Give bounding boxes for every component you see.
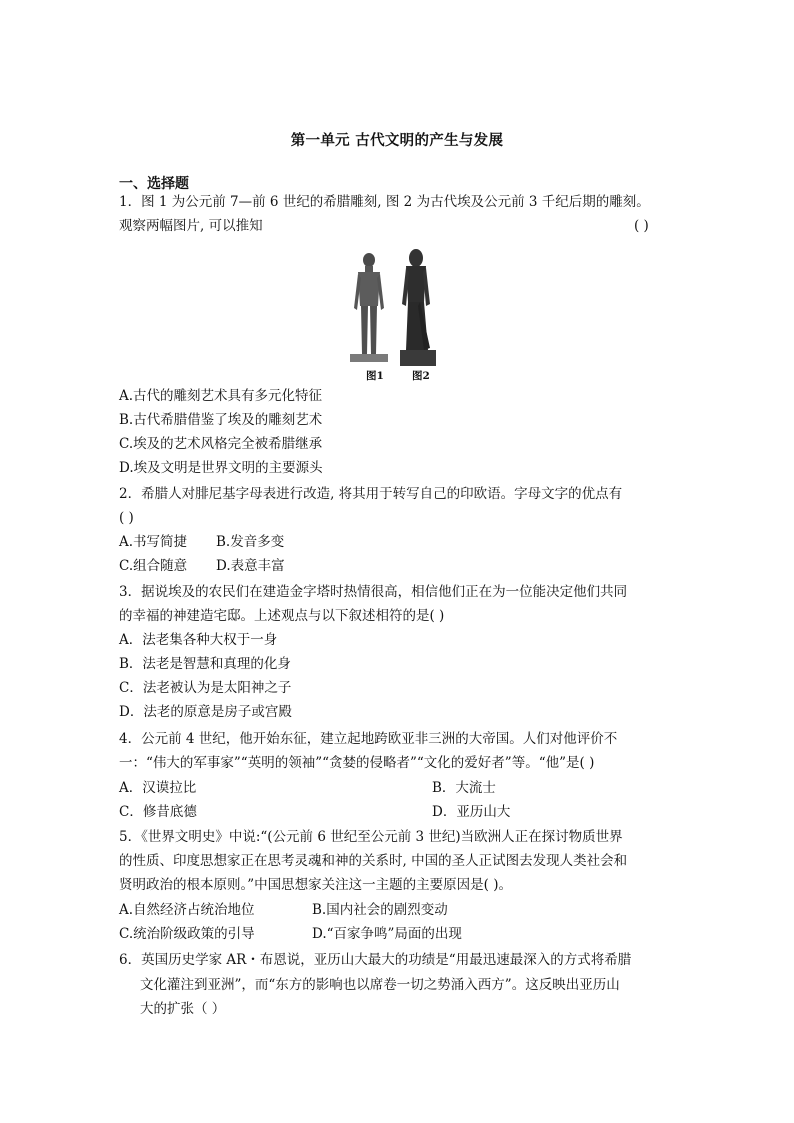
q5-option-b[interactable]: B.国内社会的剧烈变动	[312, 902, 448, 918]
page-title: 第一单元 古代文明的产生与发展	[290, 132, 504, 149]
egyptian-statue-figure	[400, 249, 436, 366]
q6-line3: 大的扩张（ ）	[140, 1001, 226, 1017]
q1-line2: 观察两幅图片, 可以推知	[119, 218, 263, 234]
q2-option-d[interactable]: D.表意丰富	[216, 558, 285, 574]
q4-option-a[interactable]: A．汉谟拉比	[119, 780, 197, 796]
q6-line1: 6．英国历史学家 AR・布恩说，亚历山大最大的功绩是“用最迅速最深入的方式将希腊	[119, 952, 632, 968]
q4-line2: 一：“伟大的军事家”“英明的领袖”“贪婪的侵略者”“文化的爱好者”等。“他”是( )	[119, 755, 595, 771]
q1-option-d[interactable]: D.埃及文明是世界文明的主要源头	[119, 460, 323, 476]
section-heading: 一、选择题	[119, 176, 189, 192]
q5-option-a[interactable]: A.自然经济占统治地位	[119, 902, 255, 918]
q2-option-c[interactable]: C.组合随意	[119, 558, 188, 574]
q5-line3: 贤明政治的根本原则。”中国思想家关注这一主题的主要原因是( )。	[119, 877, 512, 893]
q2-line1: 2．希腊人对腓尼基字母表进行改造, 将其用于转写自己的印欧语。字母文字的优点有	[119, 486, 623, 502]
q3-option-b[interactable]: B．法老是智慧和真理的化身	[119, 656, 291, 672]
greek-statue-figure	[350, 253, 388, 362]
q3-option-a[interactable]: A．法老集各种大权于一身	[119, 632, 278, 648]
q1-option-b[interactable]: B.古代希腊借鉴了埃及的雕刻艺术	[119, 412, 323, 428]
q5-option-c[interactable]: C.统治阶级政策的引导	[119, 926, 255, 942]
q4-line1: 4．公元前 4 世纪，他开始东征，建立起地跨欧亚非三洲的大帝国。人们对他评价不	[119, 731, 618, 747]
q4-option-c[interactable]: C．修昔底德	[119, 804, 197, 820]
q3-option-d[interactable]: D．法老的原意是房子或宫殿	[119, 704, 292, 720]
q4-option-d[interactable]: D．亚历山大	[432, 804, 511, 820]
q5-line2: 的性质、印度思想家正在思考灵魂和神的关系时, 中国的圣人正试图去发现人类社会和	[119, 853, 628, 869]
q1-answer-paren: ( )	[634, 218, 649, 234]
q2-option-b[interactable]: B.发音多变	[216, 534, 285, 550]
q3-line2: 的幸福的神建造宅邸。上述观点与以下叙述相符的是( )	[119, 608, 445, 624]
q4-option-b[interactable]: B．大流士	[432, 780, 496, 796]
q1-option-c[interactable]: C.埃及的艺术风格完全被希腊继承	[119, 436, 323, 452]
statue-figures-image	[344, 244, 440, 384]
figure1-caption: 图1	[366, 370, 384, 382]
q5-option-d[interactable]: D.“百家争鸣”局面的出现	[312, 926, 462, 942]
q3-option-c[interactable]: C．法老被认为是太阳神之子	[119, 680, 292, 696]
q1-line1: 1．图 1 为公元前 7—前 6 世纪的希腊雕刻, 图 2 为古代埃及公元前 3 千纪后期的雕刻。	[119, 194, 650, 210]
q1-option-a[interactable]: A.古代的雕刻艺术具有多元化特征	[119, 388, 323, 404]
q5-line1: 5．《世界文明史》中说:“(公元前 6 世纪至公元前 3 世纪)当欧洲人正在探讨物质世界	[119, 829, 623, 845]
q2-option-a[interactable]: A.书写简捷	[119, 534, 188, 550]
q6-line2: 文化灌注到亚洲”，而“东方的影响也以席卷一切之势涌入西方”。这反映出亚历山	[140, 977, 620, 993]
q3-line1: 3．据说埃及的农民们在建造金字塔时热情很高，相信他们正在为一位能决定他们共同	[119, 584, 628, 600]
figure2-caption: 图2	[412, 370, 430, 382]
q2-answer-paren: ( )	[119, 510, 134, 526]
